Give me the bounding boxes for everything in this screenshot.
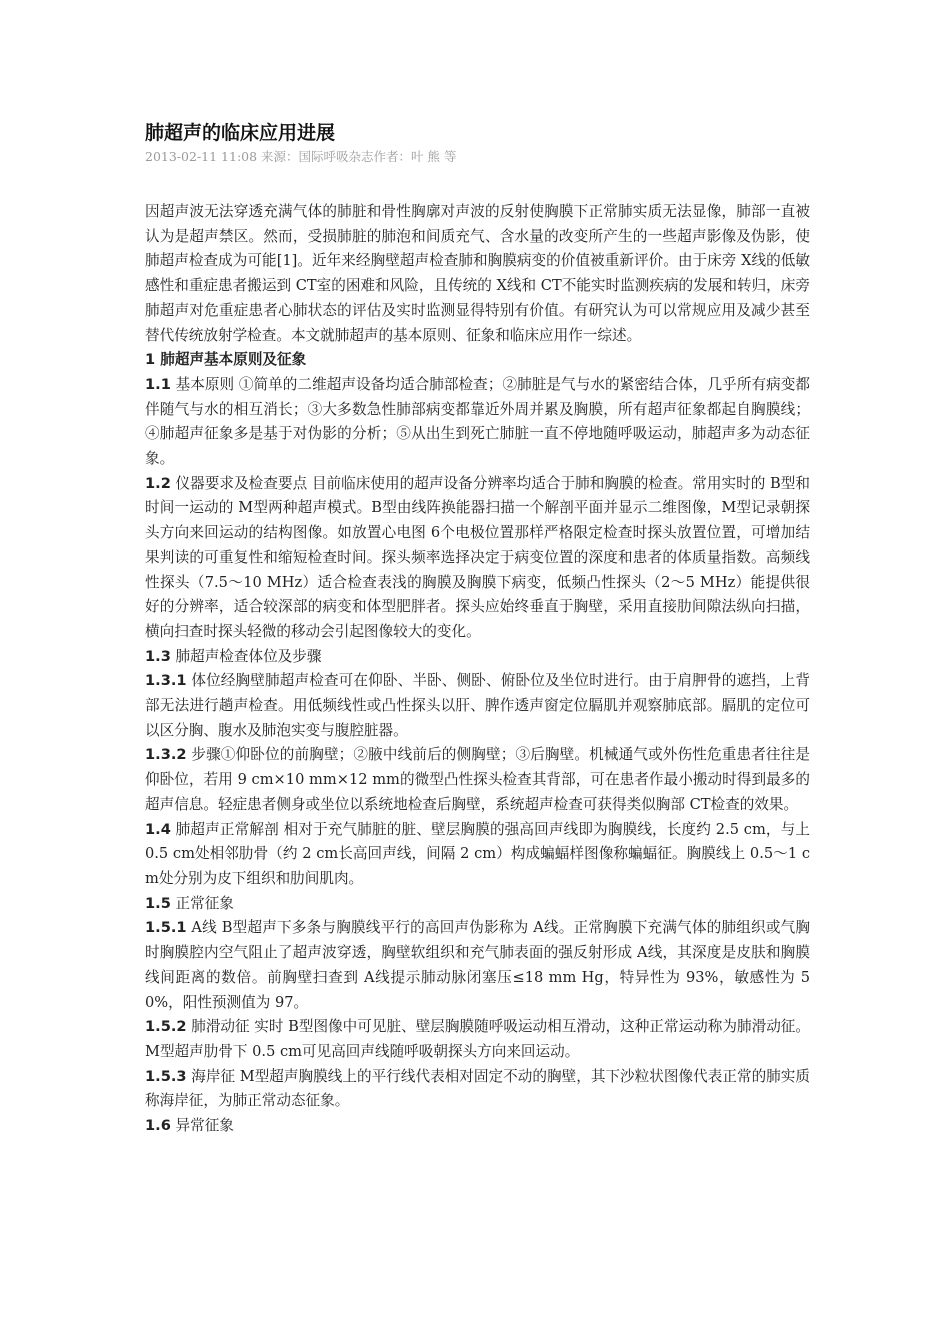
article bbox=[145, 120, 810, 1139]
section-1-heading: 1 肺超声基本原则及征象 bbox=[145, 351, 307, 369]
section-1-5-3: 1.5.3 海岸征 M型超声胸膜线上的平行线代表相对固定不动的胸壁，其下沙粒状图像代表正常的肺实质称海岸征，为肺正常动态征象。 bbox=[145, 1067, 811, 1110]
section-1-1: 1.1 基本原则 ①简单的二维超声设备均适合肺部检查；②肺脏是气与水的紧密结合体，几乎所有病变都伴随气与水的相互消长；③大多数急性肺部病变都靠近外周并累及胸膜，所有超声征象都起自胸膜线；④肺超声征象多是基于对伪影的分析；⑤从出生到死亡肺脏一直不停地随呼吸运动，肺超声多为动态征象。 bbox=[145, 375, 810, 468]
intro-paragraph: 因超声波无法穿透充满气体的肺脏和骨性胸廓对声波的反射使胸膜下正常肺实质无法显像，肺部一直被认为是超声禁区。然而，受损肺脏的肺泡和间质充气、含水量的改变所产生的一些超声影像及伪影，使肺超声检查成为可能[1]。近年来经胸壁超声检查肺和胸膜病变的价值被重新评价。由于床旁 X线的低敏感性和重症患者搬运到 CT室的困难和风险，且传统的 X线和 CT不能实时监测疾病的发展和转归，床旁肺超声对危重症患者心肺状态的评估及实时监测显得特别有价值。有研究认为可以常规应用及减少甚至替代传统放射学检查。本文就肺超声的基本原则、征象和临床应用作一综述。 bbox=[145, 203, 810, 344]
article-meta: 2013-02-11 11:08 来源：国际呼吸杂志作者：叶 熊 等 bbox=[145, 149, 457, 164]
section-1-6-heading: 1.6 异常征象 bbox=[145, 1117, 234, 1135]
section-1-3-2: 1.3.2 步骤①仰卧位的前胸壁；②腋中线前后的侧胸壁；③后胸壁。机械通气或外伤性危重患者往往是仰卧位，若用 9 cm×10 mm×12 mm的微型凸性探头检查其背部，可在患者作最小搬动时得到最多的超声信息。轻症患者侧身或坐位以系统地检查后胸壁，系统超声检查可获得类似胸部 CT检查的效果。 bbox=[145, 746, 810, 813]
section-1-4: 1.4 肺超声正常解剖 相对于充气肺脏的脏、壁层胸膜的强高回声线即为胸膜线，长度约 2.5 cm，与上 0.5 cm处相邻肋骨（约 2 cm长高回声线，间隔 2 cm）构成蝙蝠样图像称蝙蝠征。胸膜线上 0.5～1 cm处分别为皮下组织和肋间肌肉。 bbox=[145, 820, 811, 887]
section-1-3-heading: 1.3 肺超声检查体位及步骤 bbox=[145, 647, 322, 665]
article-title: 肺超声的临床应用进展 bbox=[145, 122, 336, 144]
section-1-5-2: 1.5.2 肺滑动征 实时 B型图像中可见脏、壁层胸膜随呼吸运动相互滑动，这种正常运动称为肺滑动征。M型超声肋骨下 0.5 cm可见高回声线随呼吸朝探头方向来回运动。 bbox=[145, 1018, 810, 1060]
section-1-5-1: 1.5.1 A线 B型超声下多条与胸膜线平行的高回声伪影称为 A线。正常胸膜下充满气体的肺组织或气胸时胸膜腔内空气阻止了超声波穿透，胸壁软组织和充气肺表面的强反射形成 A线，其深度是皮肤和胸膜线间距离的数倍。前胸壁扫查到 A线提示肺动脉闭塞压≤18 mm Hg，特异性为 93%，敏感性为 50%，阳性预测值为 97。 bbox=[145, 919, 810, 1011]
article-body bbox=[145, 200, 810, 1139]
section-1-5-heading: 1.5 正常征象 bbox=[145, 894, 234, 912]
section-1-3-1: 1.3.1 体位经胸壁肺超声检查可在仰卧、半卧、侧卧、俯卧位及坐位时进行。由于肩胛骨的遮挡，上背部无法进行趟声检查。用低频线性或凸性探头以肝、脾作透声窗定位膈肌并观察肺底部。膈肌的定位可以区分胸、腹水及肺泡实变与腹腔脏器。 bbox=[145, 672, 810, 739]
section-1-2: 1.2 仪器要求及检查要点 目前临床使用的超声设备分辨率均适合于肺和胸膜的检查。常用实时的 B型和时间一运动的 M型两种超声模式。B型由线阵换能器扫描一个解剖平面并显示二维图像，M型记录朝探头方向来回运动的结构图像。如放置心电图 6个电极位置那样严格限定检查时探头放置位置，可增加结果判读的可重复性和缩短检查时间。探头频率选择决定于病变位置的深度和患者的体质量指数。高频线性探头（7.5～10 MHz）适合检查表浅的胸膜及胸膜下病变，低频凸性探头（2～5 MHz）能提供很好的分辨率，适合较深部的病变和体型肥胖者。探头应始终垂直于胸壁，采用直接肋间隙法纵向扫描，横向扫查时探头轻微的移动会引起图像较大的变化。 bbox=[145, 474, 810, 640]
